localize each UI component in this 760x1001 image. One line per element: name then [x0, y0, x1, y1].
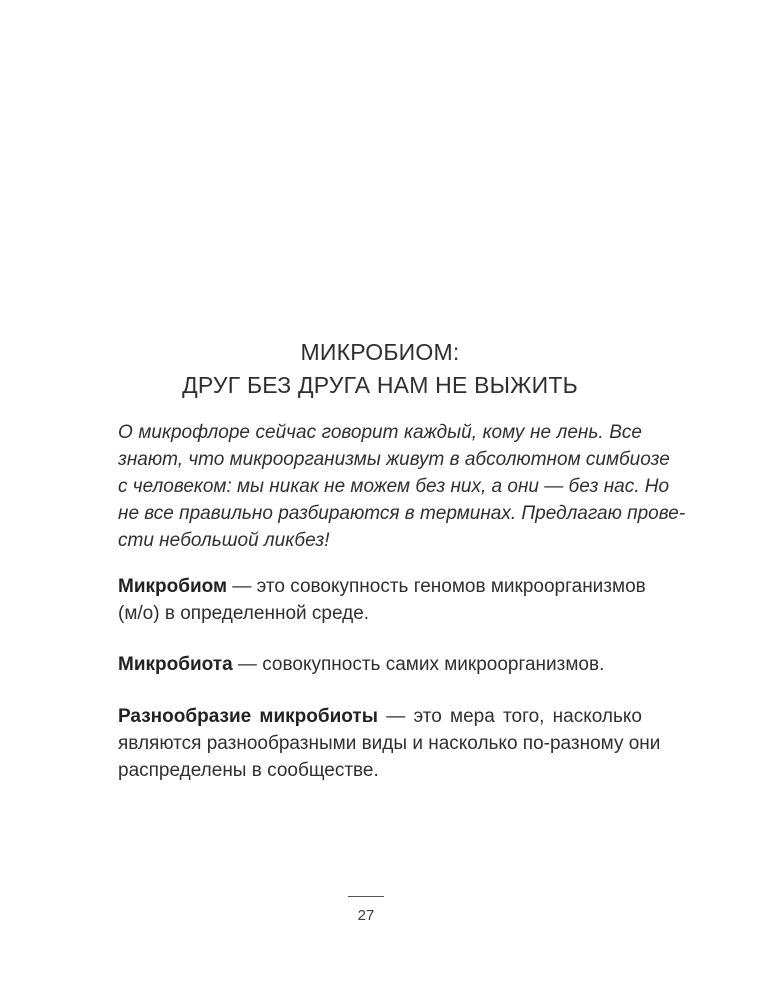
definition-term: Микробиом	[118, 576, 228, 597]
definition-microbiome	[118, 573, 646, 627]
page-number: 27	[357, 907, 375, 924]
intro-paragraph	[118, 419, 686, 554]
definition-text: — совокупность самих микроорганизмов.	[232, 654, 605, 675]
definition-microbiota-diversity	[118, 703, 661, 784]
intro-line: знают, что микроорганизмы живут в абсолютном симбиозе	[118, 449, 670, 470]
definition-text: — это мера того, насколько	[377, 706, 642, 727]
definition-line: являются разнообразными виды и насколько по-разному они	[118, 733, 661, 754]
intro-line: О микрофлоре сейчас говорит каждый, кому не лень. Все	[118, 422, 642, 443]
definition-line: (м/о) в определенной среде.	[118, 603, 370, 624]
definition-line	[118, 651, 642, 678]
intro-line: не все правильно разбираются в терминах. Предлагаю прове-	[118, 503, 686, 524]
definition-line	[118, 703, 642, 730]
footer-divider	[348, 896, 384, 897]
definition-text: — это совокупность геномов микроорганизмов	[227, 576, 646, 597]
definition-term: Разнообразие микробиоты	[118, 706, 378, 727]
chapter-title-line-2: ДРУГ БЕЗ ДРУГА НАМ НЕ ВЫЖИТЬ	[182, 372, 578, 398]
definition-microbiota	[118, 651, 642, 678]
chapter-title-line-1: МИКРОБИОМ:	[300, 339, 460, 365]
definition-line	[118, 573, 646, 600]
intro-line: сти небольшой ликбез!	[118, 530, 330, 551]
intro-line: с человеком: мы никак не можем без них, а они — без нас. Но	[118, 476, 670, 497]
definition-line: распределены в сообществе.	[118, 760, 379, 781]
chapter-title	[100, 336, 660, 402]
definition-term: Микробиота	[118, 654, 233, 675]
